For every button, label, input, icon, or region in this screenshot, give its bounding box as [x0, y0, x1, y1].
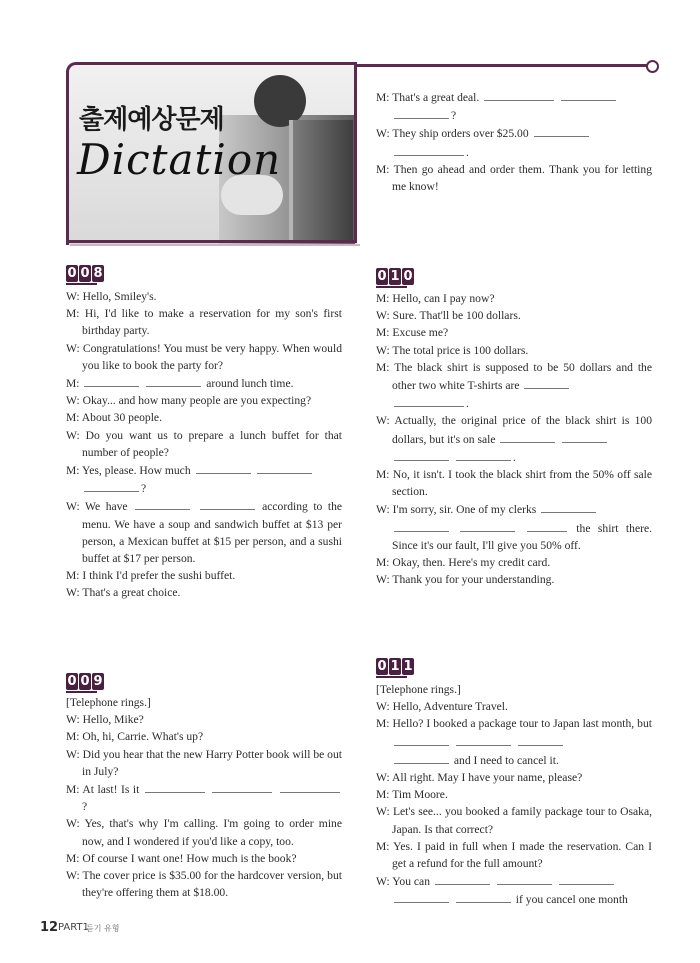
section-digit: 0 — [377, 659, 387, 674]
dialogue-line — [376, 715, 652, 769]
dialogue-text: M: Then go ahead and order them. Thank you for letting me know! — [376, 162, 652, 194]
dialogue-line — [66, 374, 342, 392]
dialogue-text: M: Of course I want one! How much is the book? — [66, 851, 297, 865]
dialogue-line — [66, 780, 342, 815]
dialogue-text: W: Hello, Smiley's. — [66, 290, 157, 303]
answer-blank[interactable] — [524, 376, 569, 389]
section-digit: 9 — [93, 674, 103, 689]
section-underline — [66, 283, 97, 285]
dialogue-text: if you cancel one month — [512, 893, 628, 907]
dialogue-text — [557, 433, 560, 446]
answer-blank[interactable] — [394, 106, 449, 119]
intro-dialogue — [376, 88, 652, 195]
dialogue-text: W: That's a great choice. — [66, 586, 181, 600]
section-digit: 8 — [93, 266, 103, 281]
dialogue-text: W: All right. May I have your name, please? — [376, 771, 583, 785]
answer-blank[interactable] — [84, 374, 139, 387]
dialogue-text: W: We have — [66, 500, 134, 514]
dialogue-text: ? — [141, 482, 147, 496]
answer-blank[interactable] — [200, 497, 255, 510]
answer-blank[interactable] — [561, 88, 616, 101]
header-card — [66, 62, 357, 245]
dialogue-line — [66, 746, 342, 780]
dialogue-text: ? — [451, 109, 457, 123]
frame-line-bottom — [66, 240, 357, 243]
answer-blank[interactable] — [562, 430, 607, 443]
answer-blank[interactable] — [559, 872, 614, 885]
dialogue-line — [376, 342, 652, 359]
dialogue-text: W: Yes, that's why I'm calling. I'm going to order mine now, and I wondered if you'd like a copy, too. — [66, 817, 342, 848]
answer-blank[interactable] — [484, 88, 554, 101]
dialogue-line — [66, 305, 342, 339]
dialogue-text — [513, 736, 516, 749]
dialogue-line — [376, 359, 652, 413]
page-number: 12 — [40, 920, 59, 935]
dialogue-text: W: You can — [376, 875, 433, 889]
dialogue-line — [376, 290, 652, 307]
korean-title: 출제예상문제 — [79, 105, 224, 135]
dialogue-text: W: Let's see... you booked a family package tour to Osaka, Japan. Is that correct? — [376, 805, 652, 836]
dialogue-text — [451, 451, 454, 464]
dialogue-line — [376, 124, 652, 160]
dialogue-text: M: Excuse me? — [376, 326, 449, 340]
dialogue-text: the shirt there. Since it's our fault, I'll give you 50% off. — [392, 521, 652, 552]
dialogue-text: M: Hello, can I pay now? — [376, 292, 495, 305]
dialogue-text: according to the menu. We have a soup and sandwich buffet at $13 per person, a Mexican buffet at $15 per person, and a sushi buffet at $17 per person. — [82, 500, 343, 566]
dialogue-text: around lunch time. — [203, 377, 294, 391]
section-number-011 — [376, 658, 414, 675]
section-number-010 — [376, 268, 414, 285]
dialogue-text: [Telephone rings.] — [376, 683, 461, 696]
dialogue-line — [376, 88, 652, 124]
answer-blank[interactable] — [196, 461, 251, 474]
dialogue-line — [376, 571, 652, 588]
dialogue-text — [554, 875, 557, 888]
dialogue-text: M: No, it isn't. I took the black shirt from the 50% off sale section. — [376, 468, 652, 499]
dialogue-text: W: They ship orders over $25.00 — [376, 127, 532, 141]
dialogue-line — [376, 698, 652, 715]
dialogue-008 — [66, 288, 342, 602]
dialogue-text: M: — [66, 377, 83, 391]
section-underline — [66, 691, 97, 693]
dialogue-text — [253, 464, 256, 477]
dialogue-text: M: At last! Is it — [66, 783, 143, 797]
dialogue-line — [376, 681, 652, 698]
dialogue-text: W: Actually, the original price of the black shirt is 100 dollars, but it's on sale — [376, 414, 652, 446]
dialogue-line — [66, 850, 342, 867]
dialogue-text: [Telephone rings.] — [66, 696, 151, 709]
answer-blank[interactable] — [534, 124, 589, 137]
section-digit: 1 — [390, 269, 400, 284]
answer-blank[interactable] — [460, 519, 515, 532]
dialogue-line — [66, 584, 342, 601]
dialogue-text: . — [466, 397, 469, 411]
dialogue-line — [66, 340, 342, 374]
answer-blank[interactable] — [456, 890, 511, 903]
dialogue-line — [66, 409, 342, 426]
dialogue-line — [66, 497, 342, 567]
section-digit: 0 — [67, 674, 77, 689]
dialogue-line — [376, 769, 652, 786]
answer-blank[interactable] — [280, 780, 340, 793]
dialogue-text: W: I'm sorry, sir. One of my clerks — [376, 503, 540, 517]
dialogue-text: W: Hello, Mike? — [66, 713, 144, 727]
dialogue-text: M: Yes, please. How much — [66, 464, 194, 478]
dialogue-text: M: Hello? I booked a package tour to Japan last month, but — [376, 717, 652, 731]
section-digit: 0 — [67, 266, 77, 281]
dialogue-011 — [376, 681, 652, 909]
dialogue-text — [192, 500, 198, 513]
section-digit: 0 — [403, 269, 413, 284]
section-number-009 — [66, 673, 104, 690]
answer-blank[interactable] — [394, 733, 449, 746]
section-digit: 0 — [80, 266, 90, 281]
dialogue-text: ? — [82, 800, 88, 814]
dialogue-text — [556, 91, 559, 104]
dialogue-text: and I need to cancel it. — [451, 753, 559, 767]
dialogue-line — [376, 307, 652, 324]
answer-blank[interactable] — [527, 519, 567, 532]
dialogue-text: W: Sure. That'll be 100 dollars. — [376, 309, 521, 323]
dialogue-line — [376, 786, 652, 803]
dialogue-text — [141, 377, 144, 390]
answer-blank[interactable] — [456, 733, 511, 746]
dialogue-text — [207, 783, 211, 796]
dialogue-line — [376, 803, 652, 837]
dialogue-line — [376, 500, 652, 554]
dialogue-text — [517, 522, 524, 535]
dialogue-text: W: The total price is 100 dollars. — [376, 343, 529, 357]
dialogue-text — [451, 522, 458, 535]
dialogue-010 — [376, 290, 652, 588]
answer-blank[interactable] — [435, 872, 490, 885]
section-digit: 0 — [80, 674, 90, 689]
dialogue-text: M: Okay, then. Here's my credit card. — [376, 556, 551, 570]
dialogue-line — [66, 867, 342, 901]
answer-blank[interactable] — [518, 733, 563, 746]
dialogue-line — [376, 161, 652, 195]
dialogue-text — [451, 893, 454, 906]
answer-blank[interactable] — [257, 461, 312, 474]
section-digit: 0 — [377, 269, 387, 284]
dialogue-line — [376, 872, 652, 908]
dialogue-line — [376, 324, 652, 341]
frame-end-dot — [646, 60, 659, 73]
dialogue-text: M: Hi, I'd like to make a reservation for my son's first birthday party. — [66, 307, 342, 338]
dialogue-line — [66, 711, 342, 728]
dialogue-line — [66, 567, 342, 584]
part-label: PART1 — [58, 922, 89, 933]
dialogue-text: M: Tim Moore. — [376, 788, 448, 802]
dialogue-line — [376, 412, 652, 466]
frame-shadow — [70, 244, 360, 246]
dialogue-line — [66, 427, 342, 461]
frame-line-top — [354, 64, 648, 67]
dialogue-text: . — [466, 145, 469, 159]
answer-blank[interactable] — [456, 448, 511, 461]
dialogue-line — [66, 815, 342, 849]
section-digit: 1 — [390, 659, 400, 674]
answer-blank[interactable] — [84, 479, 139, 492]
answer-blank[interactable] — [500, 430, 555, 443]
dialogue-text: W: Hello, Adventure Travel. — [376, 700, 508, 714]
dialogue-line — [376, 838, 652, 872]
dialogue-text: W: The cover price is $35.00 for the hardcover version, but they're offering them at $18.00. — [66, 869, 342, 900]
dialogue-text: W: Thank you for your understanding. — [376, 573, 555, 587]
section-number-008 — [66, 265, 104, 282]
dialogue-text: M: That's a great deal. — [376, 91, 483, 104]
answer-blank[interactable] — [394, 890, 449, 903]
answer-blank[interactable] — [394, 751, 449, 764]
answer-blank[interactable] — [394, 394, 464, 407]
section-underline — [376, 286, 407, 288]
dialogue-line — [376, 466, 652, 500]
dialogue-text: W: Do you want us to prepare a lunch buffet for that number of people? — [66, 428, 342, 459]
answer-blank[interactable] — [394, 143, 464, 156]
dialogue-text — [492, 875, 495, 888]
dialogue-line — [66, 728, 342, 745]
dialogue-line — [66, 392, 342, 409]
dialogue-text: . — [512, 450, 516, 464]
dialogue-text: W: Congratulations! You must be very happy. When would you like to book the party for? — [66, 341, 342, 372]
dialogue-line — [66, 694, 342, 711]
answer-blank[interactable] — [146, 374, 201, 387]
dialogue-line — [376, 554, 652, 571]
answer-blank[interactable] — [497, 872, 552, 885]
dialogue-text — [274, 783, 278, 796]
dialogue-text: W: Did you hear that the new Harry Potter book will be out in July? — [66, 747, 342, 778]
answer-blank[interactable] — [394, 448, 449, 461]
book-icon — [289, 120, 353, 240]
dialogue-line — [66, 288, 342, 305]
answer-blank[interactable] — [145, 780, 205, 793]
dialogue-text: M: Yes. I paid in full when I made the reservation. Can I get a refund for the full amount? — [376, 839, 652, 871]
frame-line-vertical — [354, 64, 357, 242]
dialogue-text: M: About 30 people. — [66, 411, 162, 425]
section-digit: 1 — [403, 659, 413, 674]
dictation-title: Dictation — [77, 135, 282, 184]
dialogue-text: W: Okay... and how many people are you expecting? — [66, 394, 312, 408]
answer-blank[interactable] — [135, 497, 190, 510]
dialogue-009 — [66, 694, 342, 901]
dialogue-text — [451, 736, 454, 749]
dialogue-text: M: Oh, hi, Carrie. What's up? — [66, 730, 204, 744]
dialogue-text: M: The black shirt is supposed to be 50 dollars and the other two white T-shirts are — [376, 360, 652, 393]
answer-blank[interactable] — [541, 500, 596, 513]
answer-blank[interactable] — [212, 780, 272, 793]
part-subtitle: 듣기 유형 — [86, 924, 120, 933]
dialogue-text: M: I think I'd prefer the sushi buffet. — [66, 569, 236, 583]
dialogue-line — [66, 461, 342, 497]
answer-blank[interactable] — [394, 519, 449, 532]
section-underline — [376, 676, 407, 678]
